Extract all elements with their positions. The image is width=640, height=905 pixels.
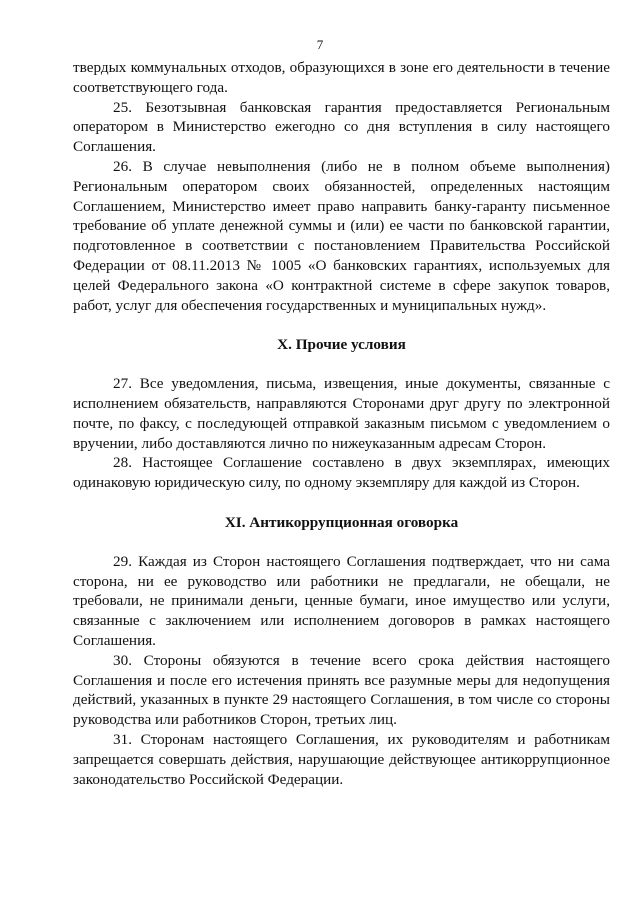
paragraph-25: 25. Безотзывная банковская гарантия предоставляется Региональным оператором в Министерство ежегодно со дня вступления в силу настоящего Соглашения. xyxy=(73,98,610,156)
section-heading-11: XI. Антикоррупционная оговорка xyxy=(224,513,459,531)
spacer xyxy=(73,493,610,513)
paragraph-continued: твердых коммунальных отходов, образующихся в зоне его деятельности в течение соответствующего года. xyxy=(73,59,610,96)
paragraph-31: 31. Сторонам настоящего Соглашения, их руководителям и работникам запрещается совершать действия, нарушающие действующее антикоррупционное законодательство Российской Федерации. xyxy=(73,730,610,788)
spacer xyxy=(73,315,610,335)
paragraph-28: 28. Настоящее Соглашение составлено в двух экземплярах, имеющих одинаковую юридическую силу, по одному экземпляру для каждой из Сторон. xyxy=(73,454,610,492)
page-number: 7 xyxy=(316,37,324,52)
section-heading-10: X. Прочие условия xyxy=(277,336,406,354)
spacer xyxy=(73,355,610,374)
spacer xyxy=(73,533,610,552)
paragraph-30: 30. Стороны обязуются в течение всего срока действия настоящего Соглашения и после его истечения принять все разумные меры для недопущения действий, указанных в пункте 29 настоящего Соглашения, в том числе со стороны руководства или работников Сторон, третьих лиц. xyxy=(73,651,610,729)
paragraph-29: 29. Каждая из Сторон настоящего Соглашения подтверждает, что ни сама сторона, ни ее руководство или работники не предлагали, не обещали, не требовали, не принимали деньги, ценные бумаги, иное имущество или услуги, связанные с заключением или исполнением договоров в рамках настоящего Соглашения. xyxy=(73,552,610,649)
paragraph-27: 27. Все уведомления, письма, извещения, иные документы, связанные с исполнением обязательств, направляются Сторонами друг другу по электронной почте, по факсу, с последующей отправкой заказным письмом с уведомлением о вручении, либо доставляются лично по нижеуказанным адресам Сторон. xyxy=(73,375,610,452)
document-body xyxy=(73,58,610,789)
paragraph-26: 26. В случае невыполнения (либо не в полном объеме выполнения) Региональным оператором своих обязанностей, определенных настоящим Соглашением, Министерство имеет право направить банку-гаранту письменное требование об уплате денежной суммы и (или) ее части по банковской гарантии, подготовленное в соответствии с постановлением Правительства Российской Федерации от 08.11.2013 № 1005 «О банковских гарантиях, используемых для целей Федерального закона «О контрактной системе в сфере закупок товаров, работ, услуг для обеспечения государственных и муниципальных нужд». xyxy=(73,157,610,314)
